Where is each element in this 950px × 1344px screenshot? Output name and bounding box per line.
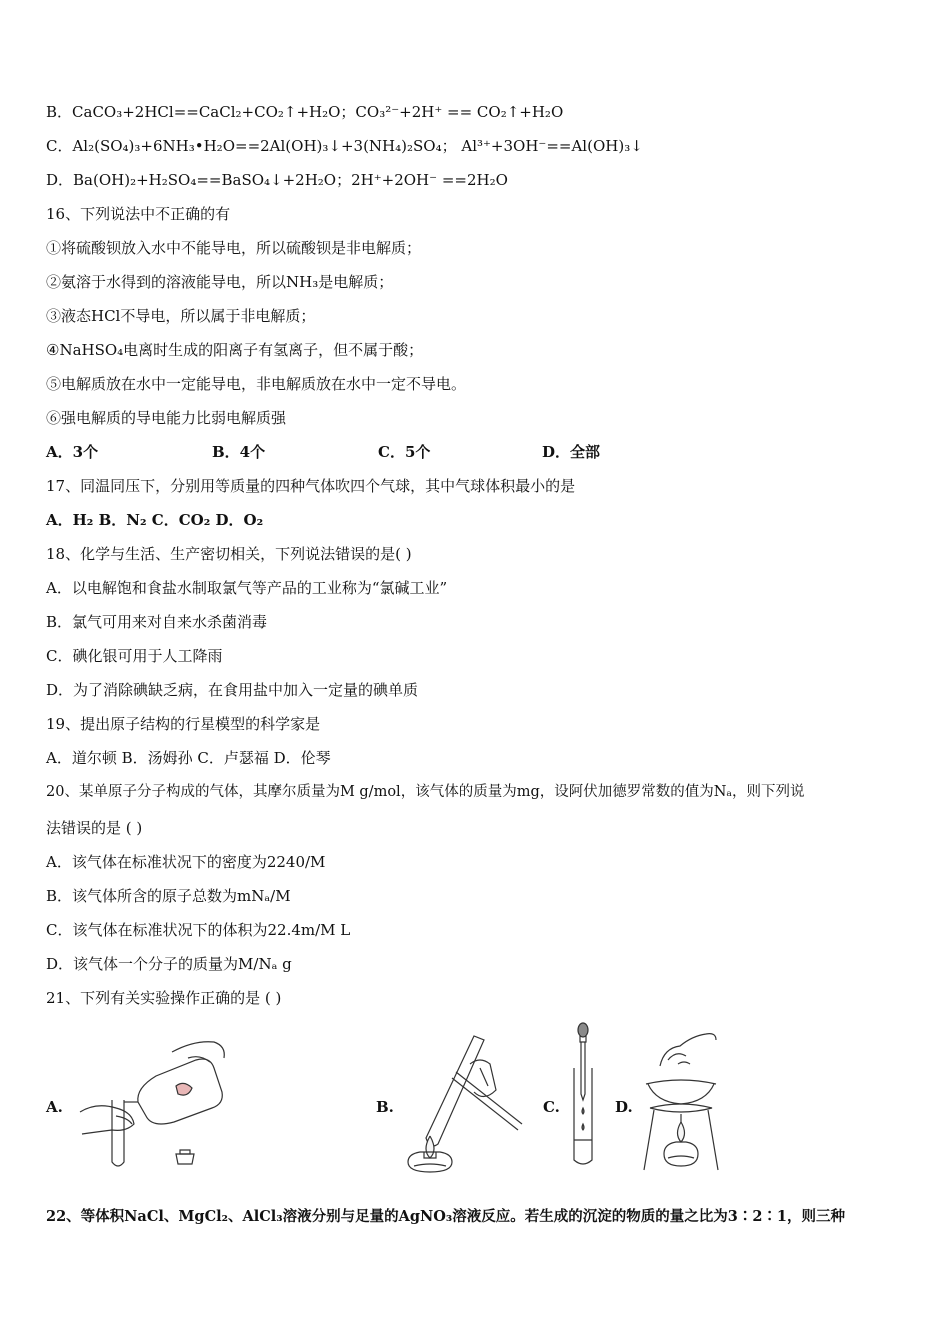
statement-4: ④NaHSO₄电离时生成的阳离子有氢离子，但不属于酸； [46,341,424,359]
q18-option-b: B．氯气可用来对自来水杀菌消毒 [46,613,268,631]
figure-b-heating-test-tube [400,1026,525,1174]
statement-6: ⑥强电解质的导电能力比弱电解质强 [46,409,287,427]
option-d-equation: D．Ba(OH)₂+H₂SO₄==BaSO₄↓+2H₂O；2H⁺+2OH⁻ ==2H₂O [46,171,508,189]
question-16-stem: 16、下列说法中不正确的有 [46,205,231,223]
q21-label-a: A. [46,1098,63,1116]
question-21-stem: 21、下列有关实验操作正确的是 ( ) [46,989,282,1007]
figure-a-pouring-liquid [76,1032,236,1172]
q18-option-c: C．碘化银可用于人工降雨 [46,647,223,665]
question-17-stem: 17、同温同压下，分别用等质量的四种气体吹四个气球，其中气球体积最小的是 [46,477,576,495]
q16-option-d: D．全部 [542,443,601,461]
option-b-equation: B．CaCO₃+2HCl==CaCl₂+CO₂↑+H₂O；CO₃²⁻+2H⁺ == CO₂↑+H₂O [46,103,564,121]
question-19-options: A．道尔顿 B．汤姆孙 C．卢瑟福 D．伦琴 [46,749,331,767]
q16-option-c: C．5个 [378,443,431,461]
q18-option-a: A．以电解饱和食盐水制取氯气等产品的工业称为“氯碱工业” [46,579,448,597]
statement-5: ⑤电解质放在水中一定能导电，非电解质放在水中一定不导电。 [46,375,467,393]
q20-option-a: A．该气体在标准状况下的密度为2240/M [46,853,326,871]
q18-option-d: D．为了消除碘缺乏病，在食用盐中加入一定量的碘单质 [46,681,419,699]
q21-label-d: D. [615,1098,633,1116]
question-20-stem-line1: 20、某单原子分子构成的气体，其摩尔质量为M g/mol，该气体的质量为mg，设阿伏加德罗常数的值为Nₐ，则下列说 [46,784,805,800]
question-22-stem: 22、等体积NaCl、MgCl₂、AlCl₃溶液分别与足量的AgNO₃溶液反应。若生成的沉淀的物质的量之比为3∶2∶1，则三种 [46,1208,846,1225]
question-17-options: A．H₂ B．N₂ C．CO₂ D．O₂ [46,511,264,529]
statement-2: ②氨溶于水得到的溶液能导电，所以NH₃是电解质； [46,273,394,291]
statement-1: ①将硫酸钡放入水中不能导电，所以硫酸钡是非电解质； [46,239,422,257]
q21-label-b: B. [376,1098,394,1116]
figure-c-dropper-cylinder [568,1020,598,1170]
option-c-equation: C．Al₂(SO₄)₃+6NH₃•H₂O==2Al(OH)₃↓+3(NH₄)₂SO₄； Al³⁺+3OH⁻==Al(OH)₃↓ [46,137,643,155]
question-18-stem: 18、化学与生活、生产密切相关，下列说法错误的是( ) [46,545,412,563]
q21-label-c: C. [543,1098,560,1116]
q16-option-b: B．4个 [212,443,266,461]
question-20-stem-line2: 法错误的是 ( ) [46,819,143,837]
question-19-stem: 19、提出原子结构的行星模型的科学家是 [46,715,321,733]
q20-option-d: D．该气体一个分子的质量为M/Nₐ g [46,955,292,973]
q16-option-a: A．3个 [46,443,99,461]
figure-d-evaporating-dish [636,1026,726,1172]
q20-option-c: C．该气体在标准状况下的体积为22.4m/M L [46,921,351,939]
q20-option-b: B．该气体所含的原子总数为mNₐ/M [46,887,291,905]
statement-3: ③液态HCl不导电，所以属于非电解质； [46,307,316,325]
